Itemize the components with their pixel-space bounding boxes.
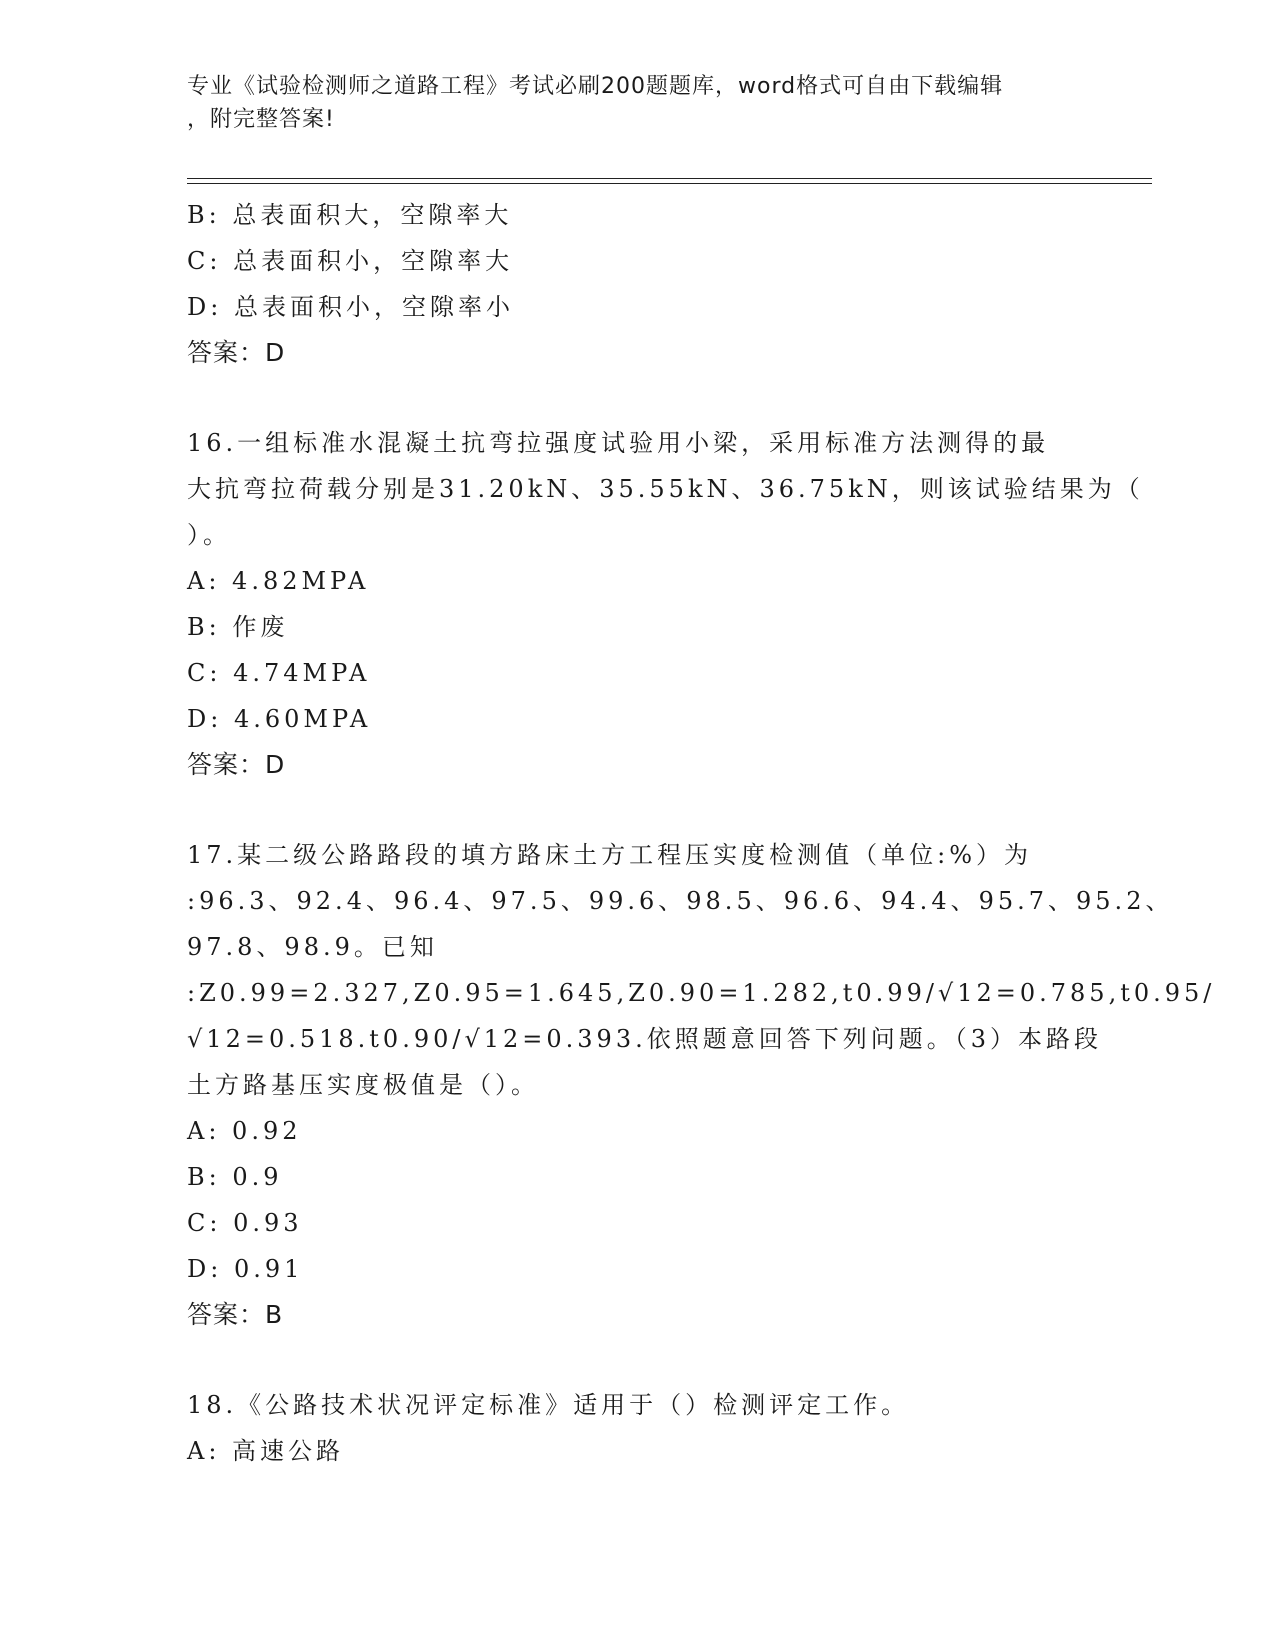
option-d: D: 0.91 (187, 1255, 304, 1283)
spacer (187, 1338, 1087, 1382)
answer-line: 答案：B (187, 1300, 284, 1329)
option-d: D: 4.60MPA (187, 705, 372, 733)
question-15-continued (187, 192, 1087, 376)
question-text-line: 大抗弯拉荷载分别是31.20kN、35.55kN、36.75kN，则该试验结果为（ (187, 475, 1144, 503)
question-text-line: 17.某二级公路路段的填方路床土方工程压实度检测值（单位:%）为 (187, 841, 1033, 869)
question-text-line: 18.《公路技术状况评定标准》适用于（）检测评定工作。 (187, 1391, 910, 1419)
option-b: B: 0.9 (187, 1163, 283, 1191)
document-body (187, 192, 1216, 1474)
option-b: B: 总表面积大，空隙率大 (187, 201, 513, 229)
option-a: A: 高速公路 (187, 1437, 345, 1465)
spacer (187, 376, 1087, 420)
question-text-line: :Z0.99=2.327,Z0.95=1.645,Z0.90=1.282,t0.99/√12=0.785,t0.95/ (187, 979, 1216, 1007)
option-a: A: 4.82MPA (187, 567, 370, 595)
document-header (187, 70, 1067, 136)
header-title-line-1: 专业《试验检测师之道路工程》考试必刷200题题库，word格式可自由下载编辑 (187, 74, 1004, 99)
question-text-line: 16.一组标准水混凝土抗弯拉强度试验用小梁，采用标准方法测得的最 (187, 429, 1050, 457)
header-divider-top (187, 178, 1152, 179)
question-text-line: ）。 (187, 521, 231, 549)
question-text-line: √12=0.518.t0.90/√12=0.393.依照题意回答下列问题。（3）本路段 (187, 1025, 1102, 1053)
option-c: C: 0.93 (187, 1209, 303, 1237)
question-text-line: 97.8、98.9。已知 (187, 933, 438, 961)
option-a: A: 0.92 (187, 1117, 302, 1145)
header-title-line-2: ，附完整答案! (187, 107, 335, 132)
question-text-line: 土方路基压实度极值是（）。 (187, 1071, 539, 1099)
option-b: B: 作废 (187, 613, 289, 641)
spacer (187, 788, 1087, 832)
header-divider-bottom (187, 183, 1152, 184)
question-17 (187, 832, 1216, 1338)
answer-line: 答案：D (187, 750, 286, 779)
option-d: D: 总表面积小，空隙率小 (187, 293, 514, 321)
question-text-line: :96.3、92.4、96.4、97.5、99.6、98.5、96.6、94.4、95.7、95.2、 (187, 887, 1174, 915)
option-c: C: 4.74MPA (187, 659, 371, 687)
answer-line: 答案：D (187, 338, 286, 367)
question-16 (187, 420, 1144, 788)
option-c: C: 总表面积小，空隙率大 (187, 247, 514, 275)
question-18 (187, 1382, 1087, 1474)
